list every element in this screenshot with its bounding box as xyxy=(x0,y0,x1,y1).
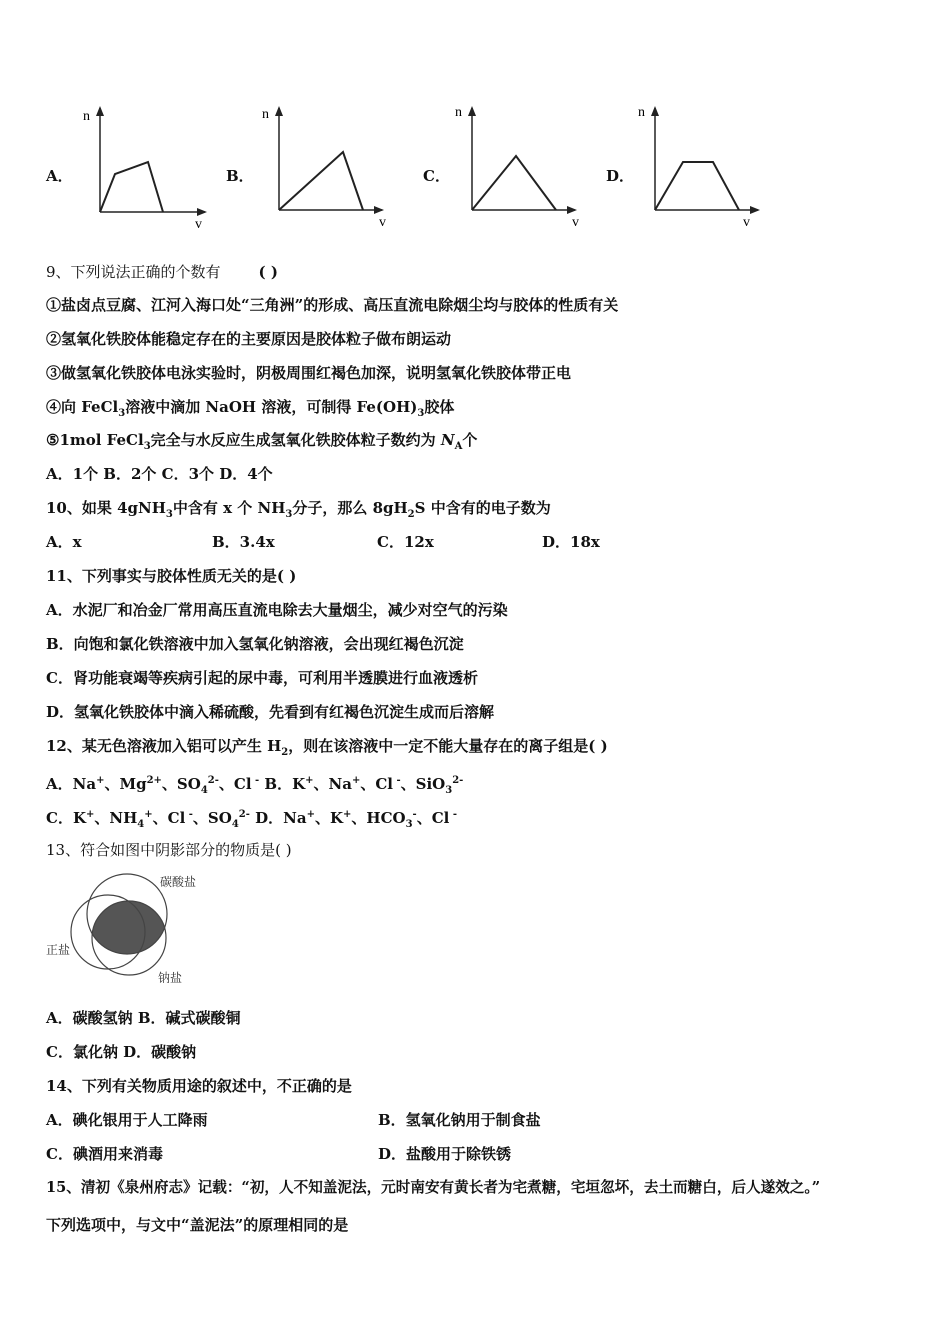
q14-option-c: C．碘酒用来消毒 xyxy=(46,1145,163,1163)
q13-options-1: A．碳酸氢钠 B．碱式碳酸铜 xyxy=(46,1009,241,1027)
q14-stem: 14、下列有关物质用途的叙述中，不正确的是 xyxy=(46,1077,352,1095)
q13-options-2: C．氯化钠 D．碳酸钠 xyxy=(46,1043,197,1061)
q11-option-b: B．向饱和氯化铁溶液中加入氢氧化钠溶液，会出现红褐色沉淀 xyxy=(46,635,464,653)
graph-label-d: D． xyxy=(606,167,635,185)
q14-option-d: D．盐酸用于除铁锈 xyxy=(378,1145,512,1163)
q9-statement-1: ①盐卤点豆腐、江河入海口处“三角洲”的形成、高压直流电除烟尘均与胶体的性质有关 xyxy=(46,296,619,314)
q10-stem: 10、如果 4gNH$_3$中含有 x 个 $NH_3$分子，那么 $8gH_2S$ 中含有的电子数为 xyxy=(46,499,551,520)
axis-v-a: v xyxy=(195,217,202,230)
graph-d xyxy=(633,100,773,230)
axis-n-a: n xyxy=(83,109,90,124)
q9-options: A．1个 B．2个 C．3个 D．4个 xyxy=(46,465,273,483)
axis-n-d: n xyxy=(638,105,645,120)
q14-option-a: A．碘化银用于人工降雨 xyxy=(46,1111,208,1129)
venn-diagram xyxy=(40,872,220,992)
q12-stem: 12、某无色溶液加入铝可以产生 $H_2$，则在该溶液中一定不能大量存在的离子组是( ) xyxy=(46,737,608,758)
q9-statement-2: ②氢氧化铁胶体能稳定存在的主要原因是胶体粒子做布朗运动 xyxy=(46,330,452,348)
graph-label-c: C． xyxy=(423,167,450,185)
q10-option-d: D．18x xyxy=(542,533,600,551)
axis-v-d: v xyxy=(743,215,750,230)
q11-option-a: A．水泥厂和冶金厂常用高压直流电除去大量烟尘，减少对空气的污染 xyxy=(46,601,508,619)
axis-v-b: v xyxy=(379,215,386,230)
venn-label-sodium-salt: 钠盐 xyxy=(158,971,183,985)
q15-line-2: 下列选项中，与文中“盖泥法”的原理相同的是 xyxy=(46,1216,349,1234)
axis-v-c: v xyxy=(572,215,579,230)
graph-label-a: A． xyxy=(46,167,73,185)
q10-option-b: B．3.4x xyxy=(212,533,275,551)
q9-statement-4: ④向 FeCl$_3$溶液中滴加 NaOH 溶液，可制得 $Fe(OH)_3$胶体 xyxy=(46,398,455,419)
venn-label-carbonate: 碳酸盐 xyxy=(160,875,197,889)
q10-option-a: A．x xyxy=(46,533,82,551)
axis-n-c: n xyxy=(455,105,462,120)
q14-option-b: B．氢氧化钠用于制食盐 xyxy=(378,1111,541,1129)
q13-stem: 13、符合如图中阴影部分的物质是( ) xyxy=(46,841,292,859)
q11-option-c: C．肾功能衰竭等疾病引起的尿中毒，可利用半透膜进行血液透析 xyxy=(46,669,478,687)
q9-statement-3: ③做氢氧化铁胶体电泳实验时，阴极周围红褐色加深，说明氢氧化铁胶体带正电 xyxy=(46,364,572,382)
q11-option-d: D．氢氧化铁胶体中滴入稀硫酸，先看到有红褐色沉淀生成而后溶解 xyxy=(46,703,495,721)
q15-line-1: 15、清初《泉州府志》记载：“初，人不知盖泥法，元时南安有黄长者为宅煮糖，宅垣忽坏，去土而糖白，后人遂效之。” xyxy=(46,1179,821,1196)
q12-options-cd: C．K+、$NH_4^+$、Cl -、$SO_4^{2-}$ D．Na+、K+、$HCO_3^-$、Cl - xyxy=(46,809,457,830)
graph-a xyxy=(75,100,215,230)
q9-stem: 9、下列说法正确的个数有 ( ) xyxy=(46,263,278,281)
graph-b xyxy=(257,100,397,230)
graph-c xyxy=(450,100,590,230)
venn-label-normal-salt: 正盐 xyxy=(46,943,71,957)
q10-option-c: C．12x xyxy=(377,533,434,551)
graph-label-b: B． xyxy=(226,167,254,185)
axis-n-b: n xyxy=(262,107,269,122)
q9-statement-5: ⑤1mol FeCl$_3$完全与水反应生成氢氧化铁胶体粒子数约为 $N_A$个 xyxy=(46,431,478,452)
q11-stem: 11、下列事实与胶体性质无关的是( ) xyxy=(46,567,297,585)
q12-options-ab: A．Na+、$Mg^{2+}$、$SO_4^{2-}$、Cl - B．K+、Na+、Cl -、SiO$_3^{2-}$ xyxy=(46,775,464,796)
